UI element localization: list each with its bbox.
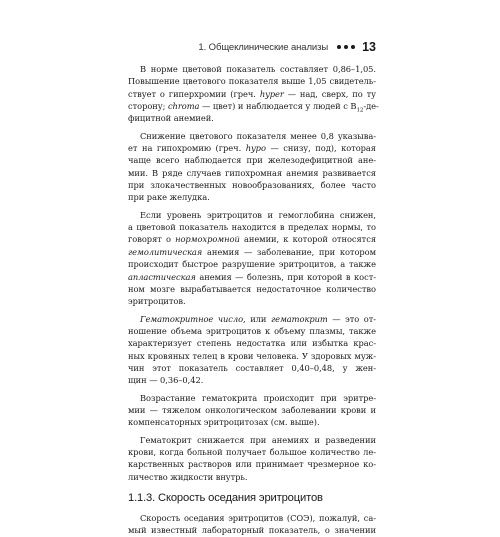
text-line: а цветовой показатель находится в пределах нормы, то (128, 222, 376, 233)
dot-icon (344, 45, 348, 49)
text-line: мии — тяжелом онкологическом заболевании крови и (128, 404, 376, 415)
text-line: Гематокритное число, или гематокрит — это от- (140, 313, 376, 324)
text-line: ношение объема эритроцитов к объему плазмы, также (128, 325, 376, 336)
text-line: крови, когда больной получает большое количество ле- (128, 446, 376, 457)
text-line: чаще всего наблюдается при железодефицитной ане- (128, 155, 376, 166)
text-line: В норме цветовой показатель составляет 0,86–1,05. (140, 64, 376, 74)
page-number: 13 (362, 40, 376, 54)
text-line: фицитной анемией. (128, 113, 214, 124)
paragraph-hematocrit-definition (128, 313, 376, 387)
paragraph-normochromic-anemia (128, 209, 376, 308)
dot-icon (337, 45, 341, 49)
text-line: при злокачественных новообразованиях, более часто (128, 180, 376, 191)
section-heading: 1.1.3. Скорость оседания эритроцитов (128, 492, 323, 504)
text-line: при раке желудка. (128, 192, 210, 203)
text-line: характеризует степень недостатка или избытка крас- (128, 338, 376, 349)
text-line: ных кровяных телец в крови человека. У здоровых муж- (128, 350, 376, 361)
text-line: ет на гипохромию (греч. hypo — снизу, под), которая (128, 143, 376, 154)
text-line: ствует о гиперхромии (греч. hyper — над, сверх, по ту (128, 88, 376, 99)
paragraph-color-index-norm (128, 63, 379, 125)
text-line: говорят о нормохромной анемии, к которой относятся (128, 234, 376, 245)
page-body (128, 63, 379, 537)
header-dots-ornament (337, 45, 355, 49)
text-line: карственных растворов или принимает чрезмерное ко- (128, 459, 376, 470)
text-line: Снижение цветового показателя менее 0,8 указыва- (140, 130, 376, 141)
text-line: компенсаторных эритроцитозах (см. выше). (128, 417, 320, 428)
text-line: происходит быстрое разрушение эритроцитов, а также (128, 259, 376, 270)
text-line: Повышение цветового показателя выше 1,05 свидетель- (128, 76, 376, 87)
text-line: чин этот показатель составляет 0,40–0,48, у жен- (128, 362, 376, 373)
text-line: мый известный лабораторный показатель, о значении (128, 525, 376, 536)
text-line: ном мозге вырабатывается недостаточное количество (128, 283, 376, 294)
text-line: эритроцитов. (128, 296, 186, 307)
text-line: апластическая анемия — болезнь, при которой в кост- (128, 271, 376, 282)
text-line: Скорость оседания эритроцитов (СОЭ), пожалуй, са- (140, 513, 376, 523)
text-line: личество жидкости внутрь. (128, 471, 248, 482)
text-line: мии. В ряде случаев гипохромная анемия развивается (128, 167, 376, 178)
text-line: Возрастание гематокрита происходит при эритре- (140, 392, 376, 403)
text-line: щин — 0,36–0,42. (128, 375, 204, 386)
paragraph-esr-intro (128, 512, 376, 537)
chapter-title: 1. Общеклинические анализы (198, 41, 329, 53)
text-line: сторону; chroma — цвет) и наблюдается у людей с $B_{12}-де-$ (128, 101, 379, 114)
paragraph-hypochromia (128, 130, 376, 204)
dot-icon (351, 45, 355, 49)
text-line: Если уровень эритроцитов и гемоглобина снижен, (140, 209, 376, 220)
paragraph-hematocrit-decrease (128, 434, 376, 483)
text-line: Гематокрит снижается при анемиях и разведении (140, 434, 376, 445)
text-line: гемолитическая анемия — заболевание, при котором (128, 246, 376, 257)
running-header (198, 39, 376, 55)
paragraph-hematocrit-increase (128, 392, 376, 429)
